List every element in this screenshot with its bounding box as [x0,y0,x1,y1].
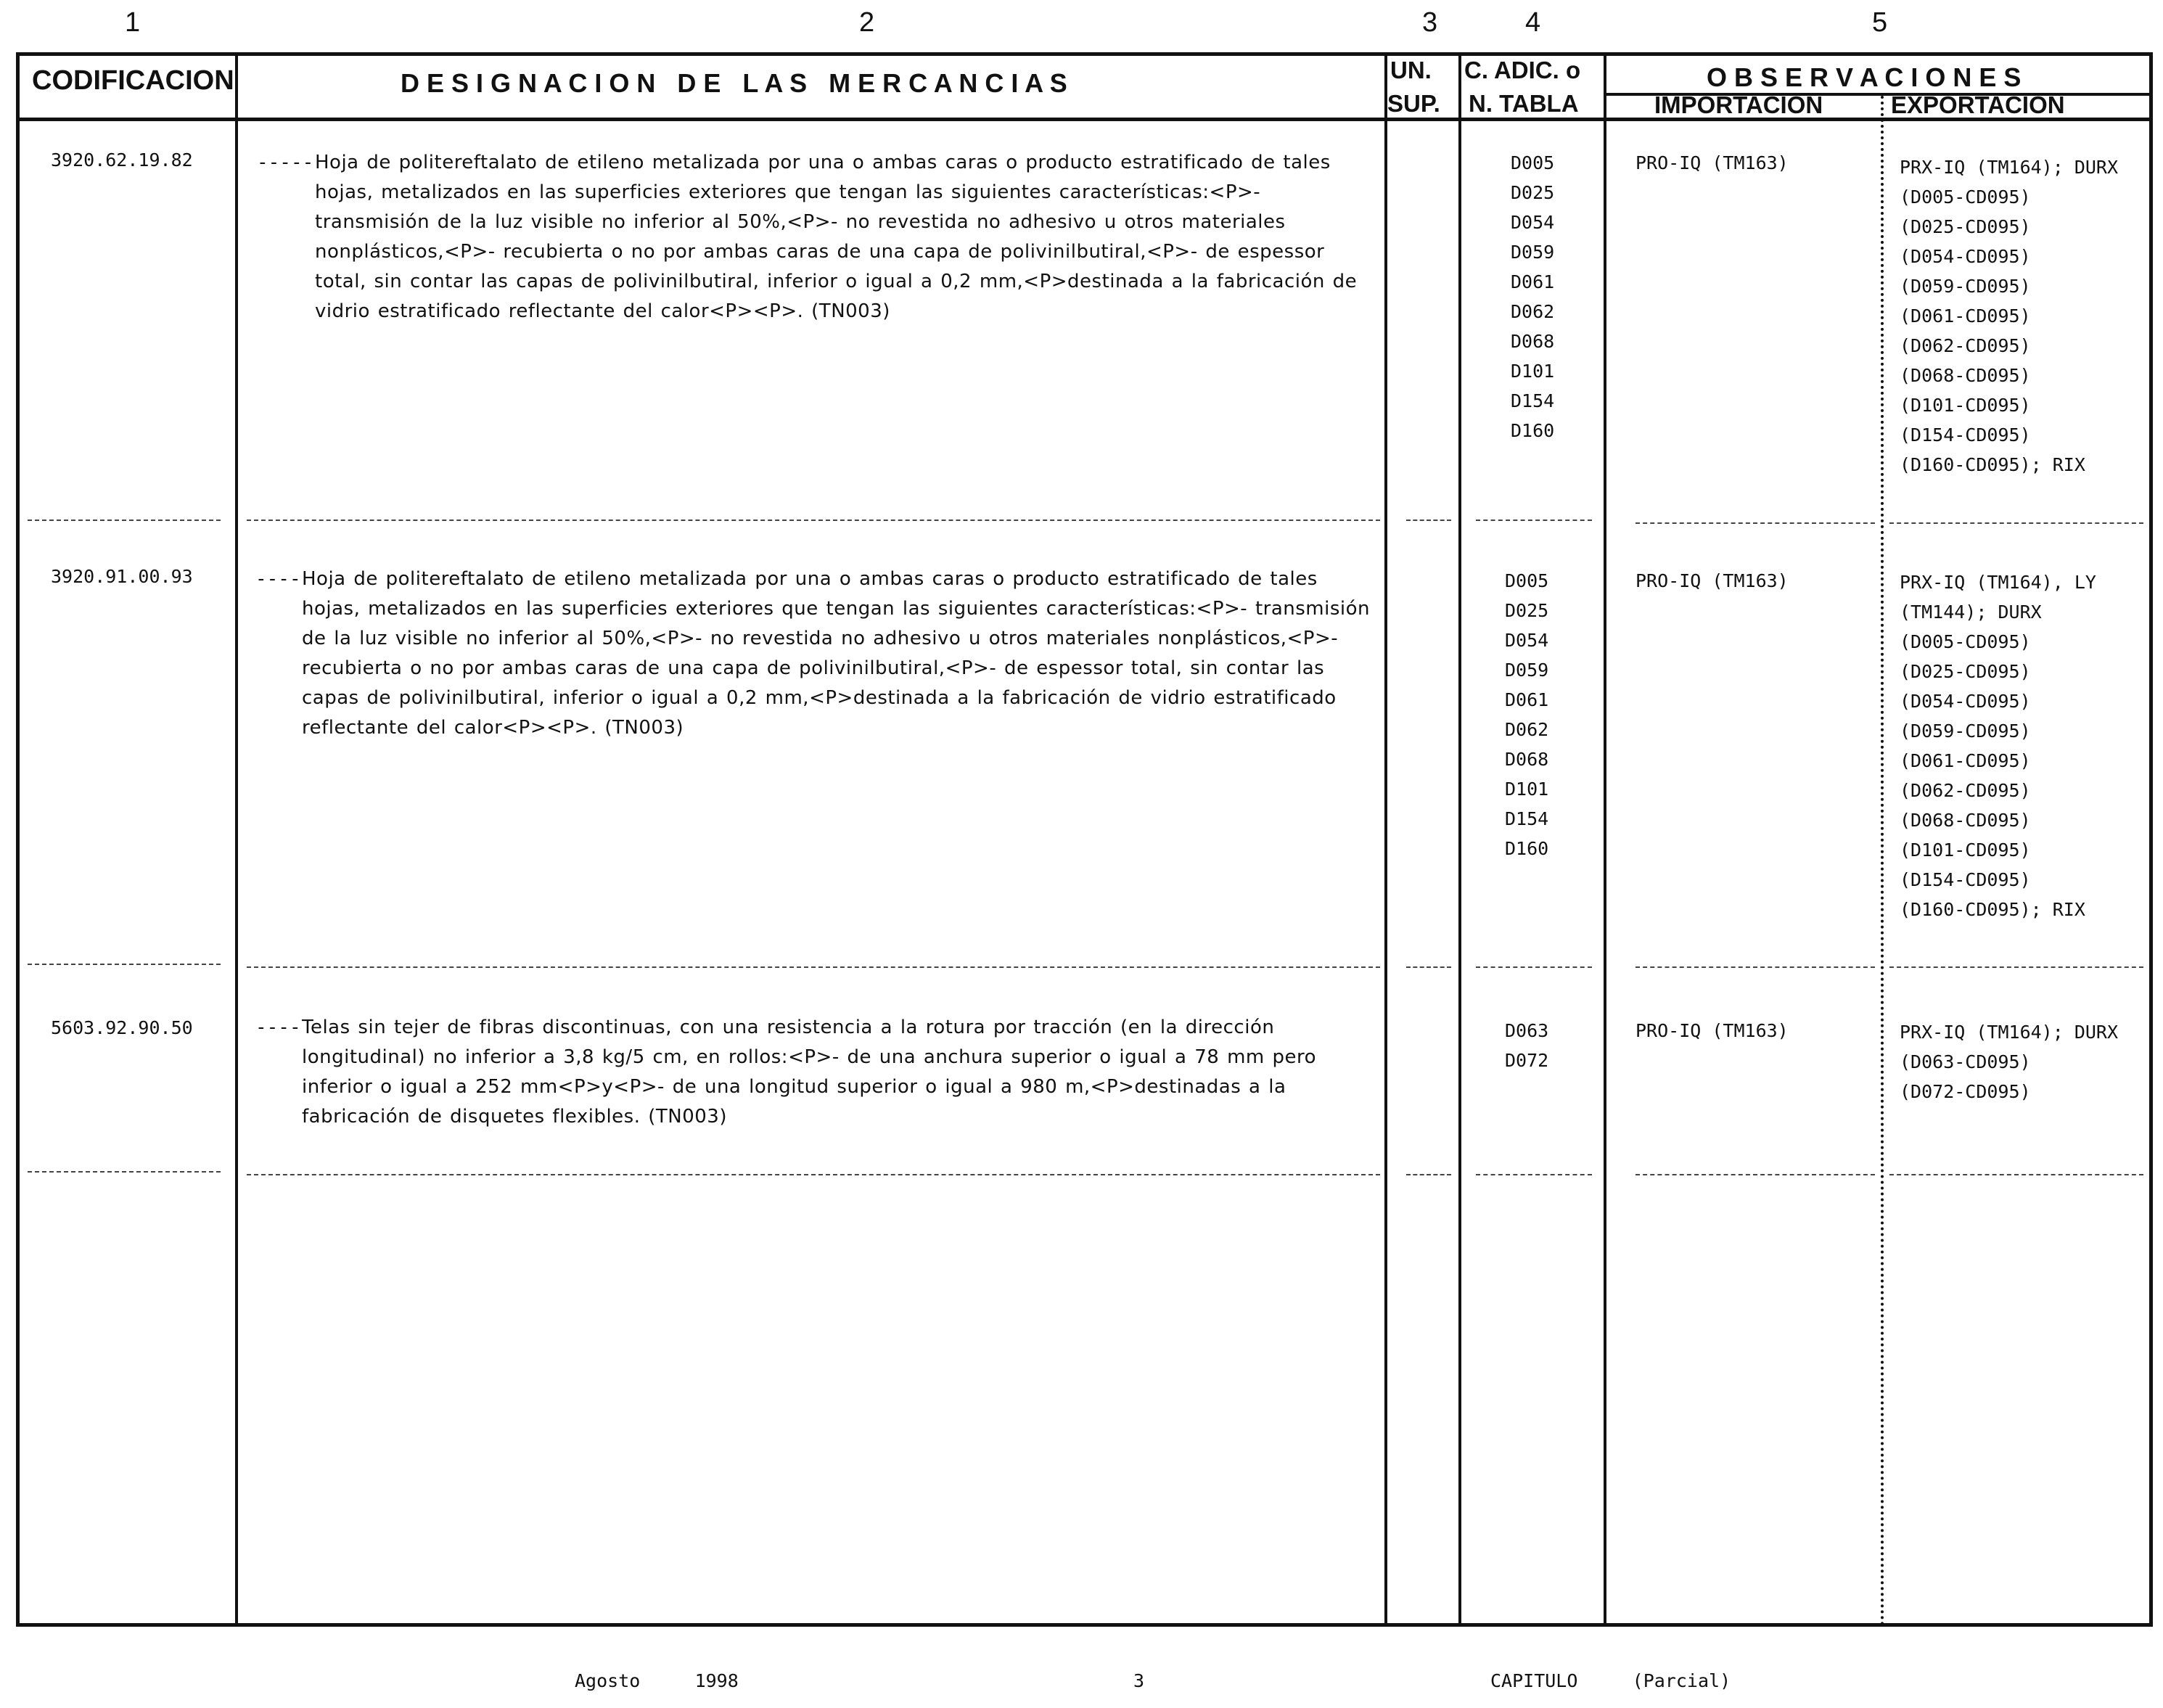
header-codificacion: CODIFICACION [32,65,234,96]
table-row-description [255,564,1382,743]
table-row-code: 5603.92.90.50 [51,1017,193,1038]
header-bottom-rule [16,118,2153,121]
table-row-description [255,1013,1361,1132]
description-dash: ----- [257,152,314,173]
table-row-importacion: PRO-IQ (TM163) [1635,1020,1789,1041]
header-ntabla: N. TABLA [1469,90,1579,117]
footer-page-number: 3 [1133,1670,1145,1691]
column-number-1: 1 [125,7,141,38]
table-row-cadic: D063 D072 [1505,1020,1549,1071]
header-importacion: IMPORTACION [1654,91,1823,118]
row-separator [1406,520,1451,521]
description-text: Hoja de politereftalato de etileno metalizada por una o ambas caras o producto estratificado de tales hojas, metalizados en las superficies exteriores que tengan las siguientes características:<P>- transmisión de la luz visible no inferior al 50%,<P>- no revestida no adhesivo u otros materiales nonplásticos,<P>- recubierta o no por ambas caras de una capa de polivinilbutiral,<P>- de espessor total, sin contar las capas de polivinilbutiral, inferior o igual a 0,2 mm,<P>destinada a la fabricación de vidrio estratificado reflectante del calor<P><P>. (TN003) [315,152,1358,322]
header-exportacion: EXPORTACION [1891,91,2065,118]
column-divider [1604,52,1606,1627]
description-dash: ---- [255,1017,301,1038]
table-row-code: 3920.62.19.82 [51,149,193,171]
row-separator [247,966,1380,968]
column-number-4: 4 [1525,7,1541,38]
row-separator [1889,1174,2143,1175]
table-row-exportacion: PRX-IQ (TM164); DURX (D005-CD095) (D025-CD095) (D054-CD095) (D059-CD095) (D061-CD095) (D062-CD095) (D068-CD095) (D101-CD095) (D154-CD095) (D160-CD095); RIX [1900,157,2119,475]
header-observaciones: O B S E R V A C I O N E S [1707,62,2022,92]
footer-date: Agosto 1998 [575,1670,739,1691]
description-dash: ---- [255,568,301,590]
row-separator [1476,520,1592,521]
table-row-code: 3920.91.00.93 [51,566,193,587]
column-divider [1384,52,1387,1627]
header-designacion: D E S I G N A C I O N D E L A S M E R C A N C I A S [401,68,1067,98]
footer-chapter: CAPITULO (Parcial) [1490,1670,1731,1691]
column-number-3: 3 [1422,7,1438,38]
row-separator [1635,1174,1875,1175]
row-separator [1476,966,1592,968]
row-separator [1635,966,1875,968]
header-un: UN. [1390,57,1432,83]
column-divider [1458,52,1461,1627]
header-cadic: C. ADIC. o [1464,57,1581,83]
row-separator [1406,966,1451,968]
column-divider-dotted [1881,96,1884,1627]
column-divider [235,52,238,1627]
table-row-importacion: PRO-IQ (TM163) [1635,570,1789,591]
table-row-description [257,148,1380,327]
table-row-exportacion: PRX-IQ (TM164); DURX (D063-CD095) (D072-CD095) [1900,1022,2119,1102]
row-separator [1889,522,2143,524]
row-separator [1406,1174,1451,1175]
row-separator [247,1174,1380,1175]
column-number-5: 5 [1872,7,1888,38]
table-row-cadic: D005 D025 D054 D059 D061 D062 D068 D101 D154 D160 [1511,152,1555,441]
row-separator [1476,1174,1592,1175]
row-separator [28,1171,221,1173]
description-text: Telas sin tejer de fibras discontinuas, con una resistencia a la rotura por tracción (en la dirección longitudinal) no inferior a 3,8 kg/5 cm, en rollos:<P>- de una anchura superior o igual a 78 mm pero inferior o igual a 252 mm<P>y<P>- de una longitud superior o igual a 980 m,<P>destinadas a la fabricación de disquetes flexibles. (TN003) [302,1017,1317,1128]
column-number-2: 2 [859,7,875,38]
description-text: Hoja de politereftalato de etileno metalizada por una o ambas caras o producto estratificado de tales hojas, metalizados en las superficies exteriores que tengan las siguientes características:<P>- transmisión de la luz visible no inferior al 50%,<P>- no revestida no adhesivo u otros materiales nonplásticos,<P>- recubierta o no por ambas caras de una capa de polivinilbutiral,<P>- de espessor total, sin contar las capas de polivinilbutiral, inferior o igual a 0,2 mm,<P>destinada a la fabricación de vidrio estratificado reflectante del calor<P><P>. (TN003) [302,568,1370,739]
table-row-exportacion: PRX-IQ (TM164), LY (TM144); DURX (D005-CD095) (D025-CD095) (D054-CD095) (D059-CD095) (D061-CD095) (D062-CD095) (D068-CD095) (D101-CD095) (D154-CD095) (D160-CD095); RIX [1900,572,2096,920]
table-row-importacion: PRO-IQ (TM163) [1635,152,1789,173]
header-sup: SUP. [1387,90,1440,117]
row-separator [1889,966,2143,968]
row-separator [28,520,221,521]
row-separator [1635,522,1875,524]
row-separator [247,520,1380,521]
row-separator [28,964,221,965]
table-row-cadic: D005 D025 D054 D059 D061 D062 D068 D101 D154 D160 [1505,570,1549,859]
